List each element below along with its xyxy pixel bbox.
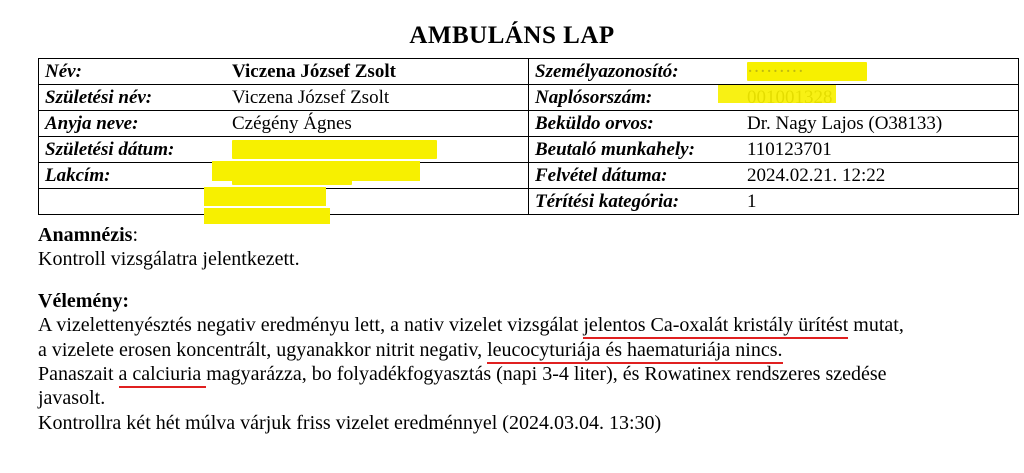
- redaction-mark: ·········: [747, 62, 867, 82]
- field-label-beutalo-munkahely: Beutaló munkahely:: [529, 137, 742, 163]
- field-label-bekuldo-orvos: Beküldo orvos:: [529, 111, 742, 137]
- table-row: [39, 111, 1019, 137]
- opinion-line-3-highlight: a calciuria: [119, 363, 207, 388]
- field-label-szemelyazonosito: Személyazonosító:: [529, 59, 742, 85]
- table-row: [39, 189, 1019, 215]
- opinion-line-1: [38, 313, 998, 337]
- opinion-line-3-b: magyarázza, bo folyadékfogyasztás (napi 3-4 liter), és Rowatinex rendszeres szedése: [206, 362, 887, 385]
- field-value-beutalo-munkahely: 110123701: [741, 137, 1019, 163]
- opinion-label: Vélemény:: [38, 289, 130, 312]
- report-body: [38, 223, 998, 435]
- field-label-szuletesi-datum: Születési dátum:: [39, 137, 227, 163]
- field-label-lakcim: Lakcím:: [39, 163, 227, 189]
- opinion-line-4: javasolt.: [38, 387, 106, 410]
- anamnesis-text: Kontroll vizsgálatra jelentkezett.: [38, 248, 300, 271]
- opinion-line-1-b: mutat,: [848, 314, 904, 337]
- field-label-anyja-neve: Anyja neve:: [39, 111, 227, 137]
- table-row: [39, 85, 1019, 111]
- field-value-anyja-neve: Czégény Ágnes: [226, 111, 529, 137]
- redaction-overlay-address-1: [204, 187, 326, 206]
- field-value-nev: [226, 59, 529, 85]
- opinion-line-2: [38, 338, 998, 362]
- anamnesis-line: [38, 223, 998, 247]
- field-value-teritesi-kategoria: 1: [741, 189, 1019, 215]
- field-value-szemelyazonosito: [741, 59, 1019, 85]
- redaction-overlay-birthdate: [212, 161, 420, 181]
- opinion-line-5: Kontrollra két hét múlva várjuk friss vizelet eredménnyel (2024.03.04. 13:30): [38, 411, 662, 434]
- patient-info-table: [38, 58, 1019, 215]
- table-row: [39, 163, 1019, 189]
- opinion-line-3: [38, 362, 998, 386]
- page-title: AMBULÁNS LAP: [409, 22, 615, 49]
- document-page: [0, 22, 1024, 473]
- table-row: [39, 137, 1019, 163]
- field-label-szuletesi-nev: Születési név:: [39, 85, 227, 111]
- field-label-nev: Név:: [39, 59, 227, 85]
- field-value-szuletesi-datum: [226, 137, 529, 163]
- opinion-line-2-highlight: leucocyturiája és haematuriája nincs.: [487, 339, 782, 364]
- paragraph-spacer: [38, 272, 998, 289]
- field-value-szuletesi-nev: Viczena József Zsolt: [226, 85, 529, 111]
- opinion-line-3-a: Panaszait: [38, 362, 119, 385]
- anamnesis-label: Anamnézis: [38, 224, 133, 246]
- opinion-line-1-a: A vizelettenyésztés negativ eredményu lett, a nativ vizelet vizsgálat: [38, 314, 584, 337]
- opinion-line-1-highlight: jelentos Ca-oxalát kristály ürítést: [583, 314, 848, 339]
- field-value-bekuldo-orvos: Dr. Nagy Lajos (O38133): [741, 111, 1019, 137]
- value-text: Viczena József Zsolt: [232, 60, 396, 82]
- table-row: [39, 59, 1019, 85]
- field-label-empty: [39, 189, 227, 215]
- field-label-felvetel-datuma: Felvétel dátuma:: [529, 163, 742, 189]
- redaction-mark: [232, 140, 437, 160]
- field-label-naplosorszam: Naplósorszám:: [529, 85, 742, 111]
- redaction-overlay-personal-id: [718, 85, 836, 103]
- redaction-overlay-address-2: [204, 208, 330, 224]
- field-value-felvetel-datuma: 2024.02.21. 12:22: [741, 163, 1019, 189]
- anamnesis-colon: :: [132, 224, 139, 246]
- opinion-line-2-a: a vizelete erosen koncentrált, ugyanakkor nitrit negativ,: [38, 338, 488, 361]
- field-label-teritesi-kategoria: Térítési kategória:: [529, 189, 742, 215]
